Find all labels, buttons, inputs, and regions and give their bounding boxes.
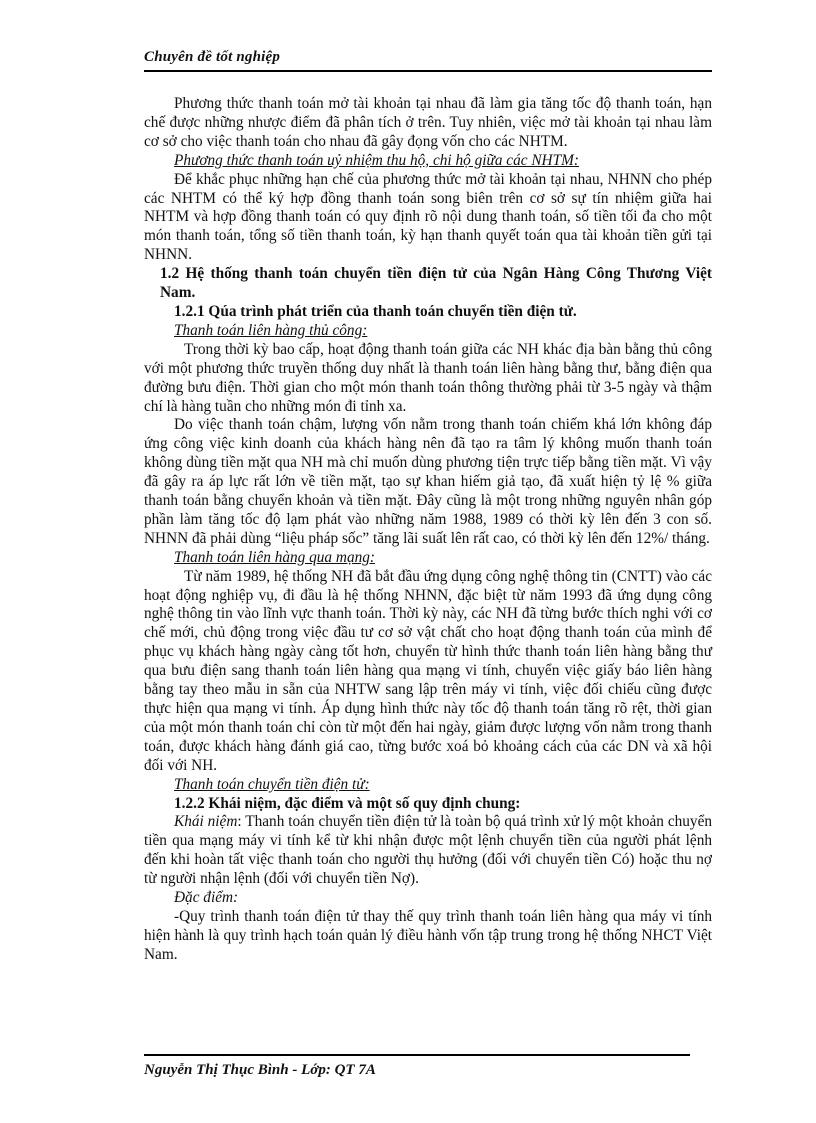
paragraph-6: -Quy trình thanh toán điện tử thay thế quy trình thanh toán liên hàng qua máy vi tính hiện hành là quy trình hạch toán quản lý điều hành vốn tập trung trong hệ thống NHCT Việt Nam.	[144, 907, 712, 963]
document-body	[144, 95, 712, 965]
paragraph-2: Để khắc phục những hạn chế của phương thức mở tài khoản tại nhau, NHNN cho phép các NHTM có thể ký hợp đồng thanh toán song biên trên cơ sở sự tín nhiệm giữa hai NHTM và hợp đồng thanh toán có quy định rõ nội dung thanh toán, số tiền tối đa cho một món thanh toán, tổng số tiền thanh toán, kỳ hạn thanh quyết toán qua tài khoản tiền gửi tại NHNN.	[144, 170, 712, 264]
subheading-1: Phương thức thanh toán uỷ nhiệm thu hộ, chi hộ giữa các NHTM:	[174, 151, 579, 169]
subheading-2: Thanh toán liên hàng thủ công:	[174, 321, 368, 339]
paragraph-1: Phương thức thanh toán mở tài khoản tại nhau đã làm gia tăng tốc độ thanh toán, hạn chế được những nhược điểm đã phân tích ở trên. Tuy nhiên, việc mở tài khoản tại nhau làm cơ sở cho việc thanh toán cho nhau đã gây đọng vốn cho các NHTM.	[144, 95, 712, 150]
definition-paragraph	[144, 813, 712, 889]
section-heading-1-2: 1.2 Hệ thống thanh toán chuyển tiền điện tử của Ngân Hàng Công Thương Việt Nam.	[160, 265, 712, 302]
subheading-3: Thanh toán liên hàng qua mạng:	[174, 548, 375, 566]
features-label-line	[144, 889, 712, 908]
paragraph-4: Do việc thanh toán chậm, lượng vốn nằm trong thanh toán chiếm khá lớn không đáp ứng công việc kinh doanh của khách hàng nên đã tạo ra tâm lý không muốn thanh toán không dùng tiền mặt qua NH mà chỉ muốn dùng phương tiện trực tiếp bằng tiền mặt. Vì vậy đã gây ra áp lực rất lớn về tiền mặt, tạo sự khan hiếm giả tạo, đã xuất hiện tỷ lệ % giữa thanh toán bằng chuyển khoản và tiền mặt. Đây cũng là một trong những nguyên nhân góp phần làm tăng tốc độ lạm phát vào những năm 1988, 1989 có thời kỳ lên đến 3 con số. NHNN đã phải dùng “liệu pháp sốc” tăng lãi suất lên rất cao, có thời kỳ lên đến 12%/ tháng.	[144, 416, 712, 547]
page-header	[144, 48, 712, 66]
header-divider	[144, 70, 712, 72]
paragraph-3: Trong thời kỳ bao cấp, hoạt động thanh toán giữa các NH khác địa bàn bằng thủ công với một phương thức truyền thống duy nhất là thanh toán liên hàng bằng thư, bằng điện qua đường bưu điện. Thời gian cho một món thanh toán thông thường phải từ 3-5 ngày và thậm chí là hàng tuần cho những món đi tỉnh xa.	[144, 340, 712, 415]
section-heading-1-2-1: 1.2.1 Qúa trình phát triển của thanh toán chuyển tiền điện tử.	[174, 302, 577, 320]
page-footer	[144, 1062, 712, 1079]
section-heading-1-2-2: 1.2.2 Khái niệm, đặc điểm và một số quy định chung:	[174, 794, 521, 812]
subheading-4: Thanh toán chuyển tiền điện tử:	[174, 775, 370, 793]
definition-term: Khái niệm	[174, 813, 238, 831]
header-title: Chuyên đề tốt nghiệp	[144, 49, 281, 65]
paragraph-5: Từ năm 1989, hệ thống NH đã bắt đầu ứng dụng công nghệ thông tin (CNTT) vào các hoạt động nghiệp vụ, đi đầu là hệ thống NHNN, đặc biệt từ năm 1993 đã ứng dụng công nghệ thông tin vào lĩnh vực thanh toán. Thời kỳ này, các NH đã từng bước thích nghi với cơ chế mới, chủ động trong việc đầu tư cơ sở vật chất cho hoạt động thanh toán của mình để phục vụ khách hàng ngày càng tốt hơn, chuyển từ hình thức thanh toán liên hàng bằng thư qua bưu điện sang thanh toán liên hàng qua mạng vi tính, chuyển việc giấy báo liên hàng bằng tay theo mẫu in sẵn của NHTW sang lập trên máy vi tính, việc đối chiếu cũng được thực hiện qua mạng vi tính. Áp dụng hình thức này tốc độ thanh toán tăng rõ rệt, thời gian của một món thanh toán chỉ còn từ một đến hai ngày, giảm được lượng vốn nằm trong thanh toán, được khách hàng đánh giá cao, từng bước xoá bỏ khoảng cách của các DN và xã hội đối với NH.	[144, 567, 712, 774]
footer-text: Nguyễn Thị Thục Bình - Lớp: QT 7A	[144, 1062, 376, 1078]
definition-text: : Thanh toán chuyển tiền điện tử là toàn bộ quá trình xử lý một khoản chuyển tiền qua mạng máy vi tính kể từ khi nhận được một lệnh chuyển tiền của người phát lệnh đến khi hoàn tất việc thanh toán cho người thụ hưởng (đối với chuyển tiền Có) hoặc thu nợ từ người nhận lệnh (đối với chuyển tiền Nợ).	[144, 813, 713, 888]
footer-divider	[144, 1054, 690, 1056]
features-term: Đặc điểm:	[174, 889, 239, 907]
